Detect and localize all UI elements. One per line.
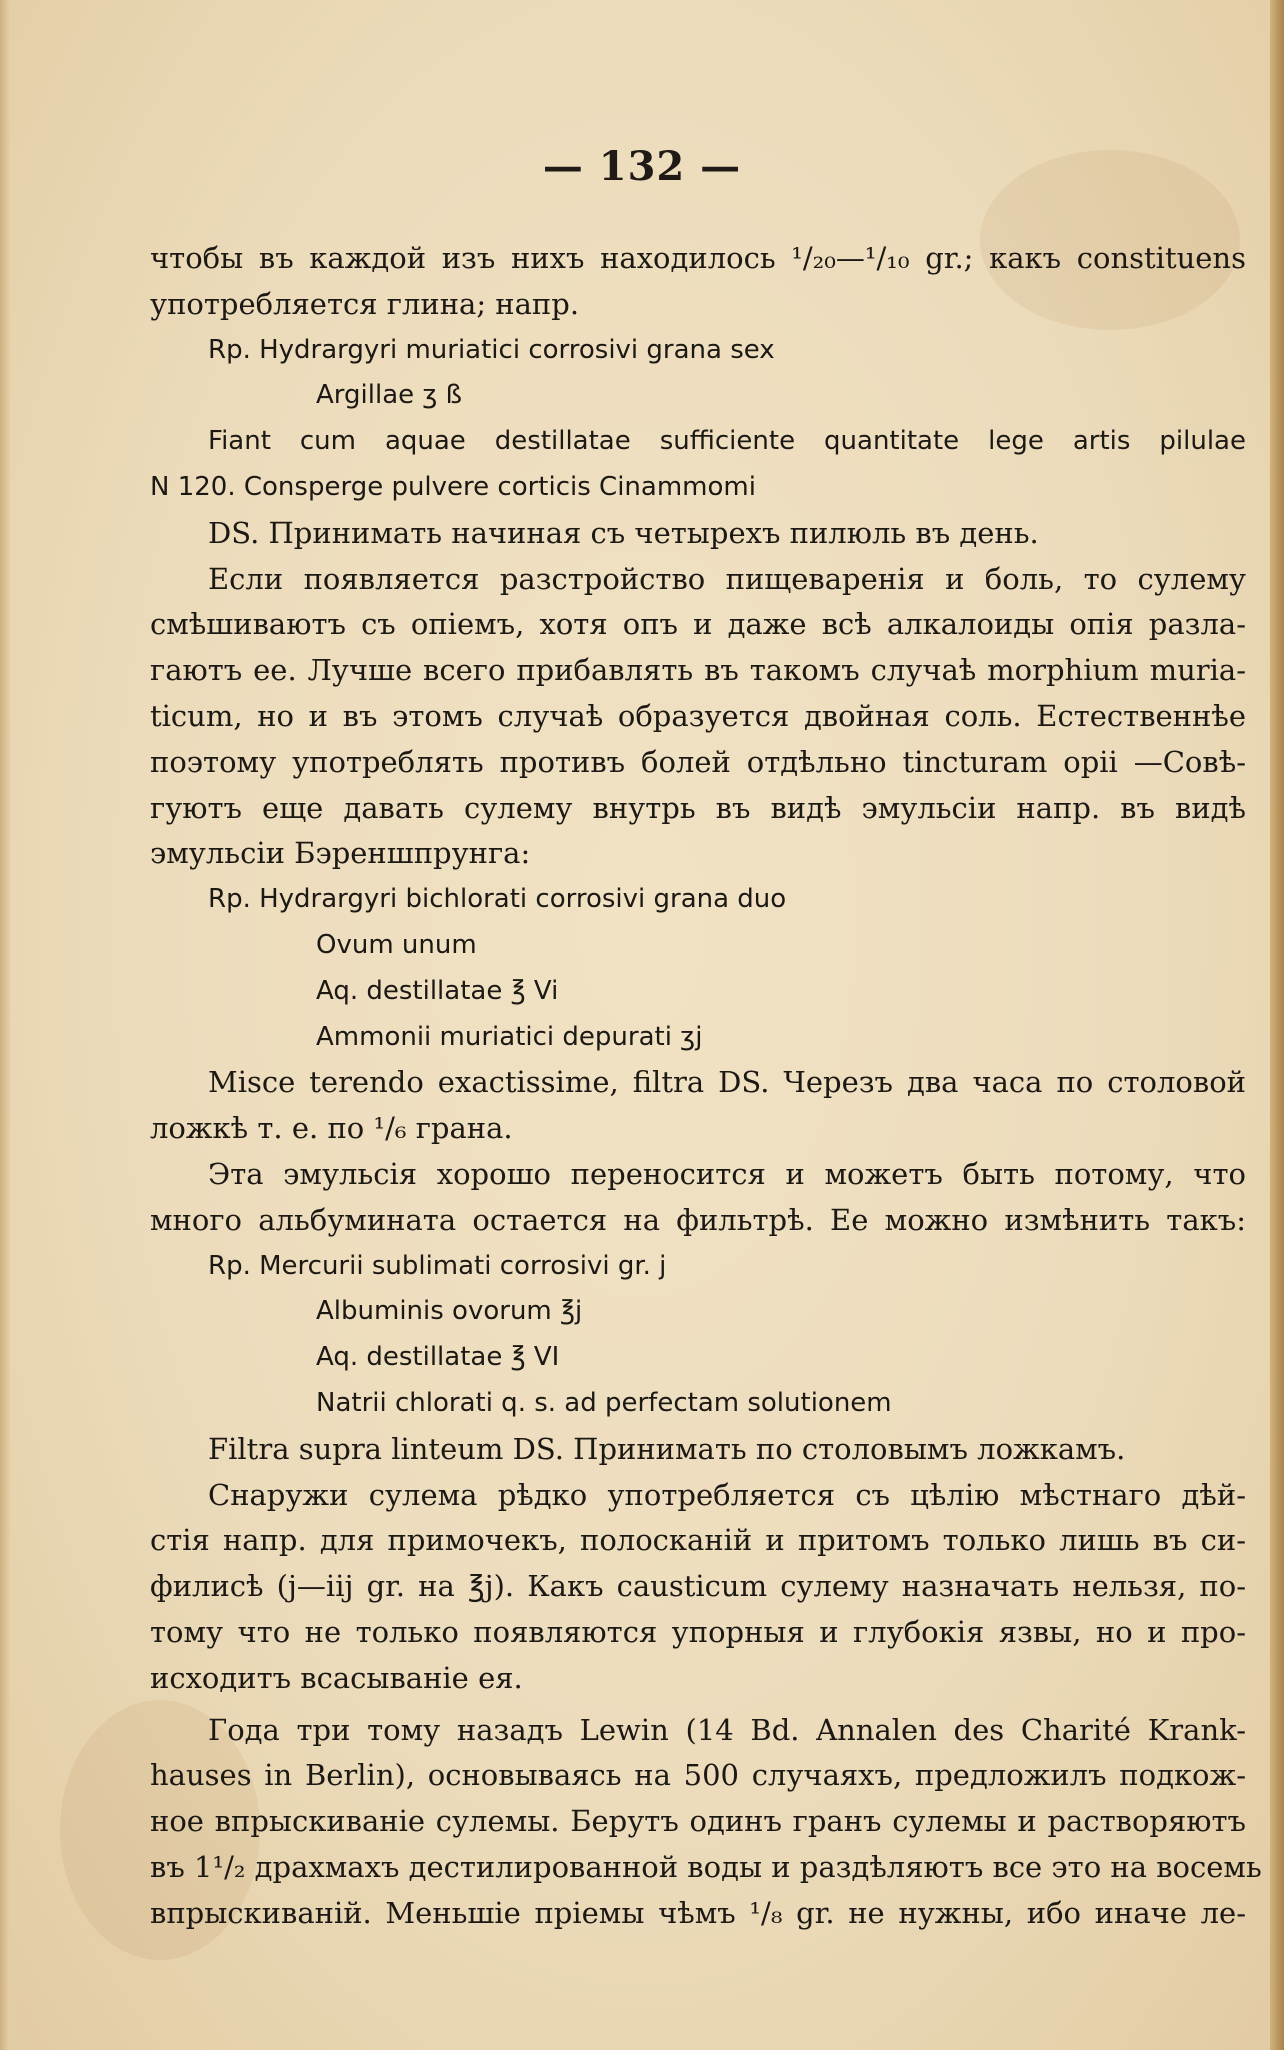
text-line: въ 1¹/₂ драхмахъ дестилированной воды и раздѣляютъ все это на восемь	[150, 1849, 1262, 1884]
recipe-line: Ovum unum	[316, 929, 477, 960]
recipe-line: Rp. Hydrargyri bichlorati corrosivi grana duo	[208, 884, 787, 915]
text-line: Эта эмульсія хорошо переносится и можетъ быть потому, что	[208, 1156, 1246, 1191]
recipe-line: N 120. Consperge pulvere corticis Cinammomi	[150, 471, 756, 502]
recipe-line: Albuminis ovorum ℥j	[316, 1296, 583, 1327]
text-line: тому что не только появляются упорныя и глубокія язвы, но и про-	[150, 1614, 1246, 1649]
text-line: Misce terendo exactissime, filtra DS. Черезъ два часа по столовой	[208, 1065, 1246, 1100]
recipe-line: Aq. destillatae ℥ Vi	[316, 975, 559, 1006]
text-line: ticum, но и въ этомъ случаѣ образуется двойная соль. Естественнѣе	[150, 698, 1246, 733]
text-line: чтобы въ каждой изъ нихъ находилось ¹/₂₀—¹/₁₀ gr.; какъ constituens	[150, 241, 1246, 275]
text-line: hauses in Berlin), основываясь на 500 случаяхъ, предложилъ подкож-	[150, 1758, 1246, 1793]
text-line: впрыскиваній. Меньшіе пріемы чѣмъ ¹/₈ gr. не нужны, ибо иначе ле-	[150, 1895, 1246, 1930]
text-line: гуютъ еще давать сулему внутрь въ видѣ эмульсіи напр. въ видѣ	[150, 790, 1246, 825]
page-right-edge	[1270, 0, 1284, 2050]
text-line: стія напр. для примочекъ, полосканій и притомъ только лишь въ си-	[150, 1523, 1246, 1558]
recipe-line: Rp. Hydrargyri muriatici corrosivi grana sex	[208, 334, 775, 365]
text-line: ное впрыскиваніе сулемы. Берутъ одинъ гранъ сулемы и растворяютъ	[150, 1804, 1246, 1839]
text-line: смѣшиваютъ съ опіемъ, хотя опъ и даже всѣ алкалоиды опія разла-	[150, 607, 1246, 642]
text-line: исходитъ всасываніе ея.	[150, 1660, 523, 1695]
text-line: много альбумината остается на фильтрѣ. Ее можно измѣнить такъ:	[150, 1202, 1246, 1237]
recipe-line: Fiant cum aquae destillatae sufficiente quantitate lege artis pilulae	[208, 426, 1246, 457]
text-line: поэтому употреблять противъ болей отдѣльно tincturam opii —Совѣ-	[150, 744, 1246, 779]
body-text	[150, 236, 1262, 1936]
recipe-line: Rp. Mercurii sublimati corrosivi gr. j	[208, 1250, 667, 1281]
recipe-line: Aq. destillatae ℥ VI	[316, 1342, 560, 1373]
text-line: Года три тому назадъ Lewin (14 Bd. Annalen des Charité Krank-	[208, 1712, 1246, 1747]
recipe-line: Natrii chlorati q. s. ad perfectam solutionem	[316, 1387, 892, 1418]
recipe-line: Argillae ʒ ß	[316, 380, 463, 411]
text-line: гаютъ ее. Лучше всего прибавлять въ такомъ случаѣ morphium muria-	[150, 653, 1246, 688]
text-line: ложкѣ т. е. по ¹/₆ грана.	[150, 1111, 513, 1146]
text-line: Снаружи сулема рѣдко употребляется съ цѣлію мѣстнаго дѣй-	[208, 1477, 1246, 1512]
text-line: DS. Принимать начиная съ четырехъ пилюль въ день.	[208, 515, 1039, 550]
text-line: употребляется глина; напр.	[150, 286, 580, 321]
page-left-edge	[0, 0, 10, 2050]
text-line: филисѣ (j—iij gr. на ℥j). Какъ causticum сулему назначать нельзя, по-	[150, 1569, 1246, 1604]
recipe-line: Ammonii muriatici depurati ʒj	[316, 1021, 703, 1052]
text-line: эмульсіи Бэреншпрунга:	[150, 836, 531, 871]
page-number: — 132 —	[542, 143, 742, 190]
text-line: Filtra supra linteum DS. Принимать по столовымъ ложкамъ.	[208, 1431, 1126, 1466]
text-line: Если появляется разстройство пищеваренія и боль, то сулему	[208, 561, 1246, 596]
